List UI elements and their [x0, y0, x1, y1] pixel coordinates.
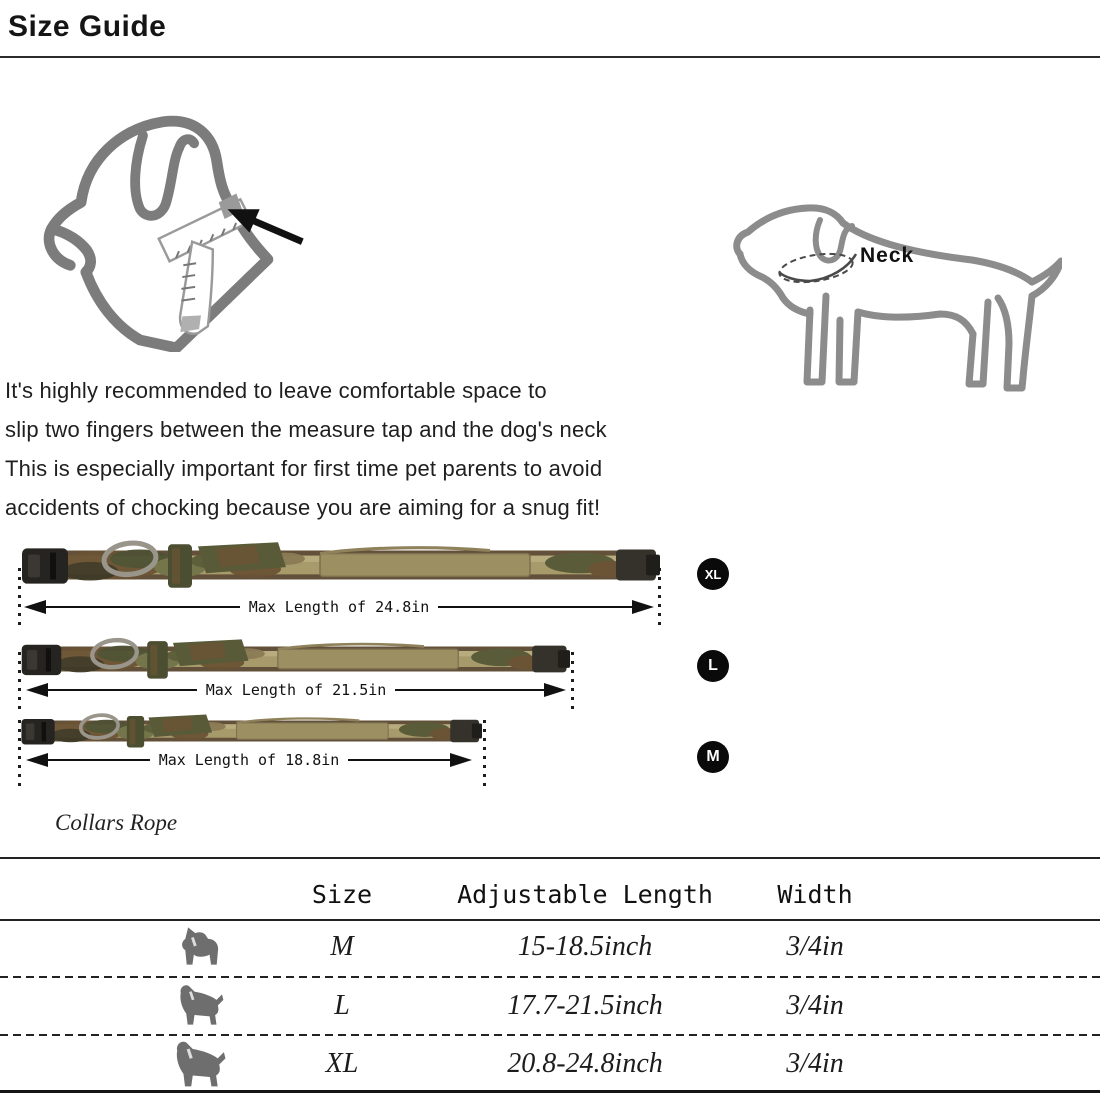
table-cell-size: XL — [325, 1048, 359, 1079]
advice-line-4: accidents of chocking because you are aiming for a snug fit! — [5, 495, 601, 520]
dimension-dotted-end — [483, 720, 486, 788]
title-divider — [0, 56, 1100, 58]
size-badge-xl: XL — [697, 558, 729, 590]
table-header-width: Width — [777, 880, 853, 909]
table-cell-width: 3/4in — [786, 931, 844, 962]
dimension-dotted-end — [571, 652, 574, 712]
table-cell-size: L — [334, 990, 350, 1021]
table-cell-width: 3/4in — [786, 1048, 844, 1079]
dimension-dotted-end — [18, 720, 21, 788]
max-length-label-m: Max Length of 18.8in — [158, 751, 340, 769]
dimension-arrow-xl — [24, 599, 654, 615]
advice-line-1: It's highly recommended to leave comfortable space to — [5, 378, 547, 403]
table-bottom-border — [0, 1090, 1100, 1093]
arrow-right-icon — [632, 600, 654, 614]
collar-photo-m — [20, 710, 482, 752]
table-cell-width: 3/4in — [786, 990, 844, 1021]
collars-rope-caption: Collars Rope — [55, 810, 178, 835]
dimension-arrow-m — [26, 752, 472, 768]
side-dog-outline — [737, 208, 1061, 388]
dog-icon — [171, 1037, 227, 1089]
arrow-left-icon — [26, 683, 48, 697]
size-badge-l: L — [697, 650, 729, 682]
table-cell-length: 20.8-24.8inch — [507, 1048, 663, 1079]
table-row-divider — [0, 976, 1100, 978]
table-cell-length: 15-18.5inch — [517, 931, 653, 962]
neck-label: Neck — [860, 244, 915, 267]
arrow-right-icon — [544, 683, 566, 697]
table-cell-length: 17.7-21.5inch — [507, 990, 663, 1021]
dimension-dotted-end — [18, 652, 21, 712]
dimension-arrow-l — [26, 682, 566, 698]
arrow-left-icon — [24, 600, 46, 614]
max-length-label-l: Max Length of 21.5in — [205, 681, 387, 699]
advice-line-2: slip two fingers between the measure tap and the dog's neck — [5, 417, 607, 442]
size-badge-m: M — [697, 741, 729, 773]
dimension-dotted-end — [18, 568, 21, 630]
arrow-right-icon — [450, 753, 472, 767]
advice-line-3: This is especially important for first time pet parents to avoid — [5, 456, 603, 481]
collar-photo-xl — [20, 536, 660, 594]
max-length-label-xl: Max Length of 24.8in — [248, 598, 430, 616]
table-header-border — [0, 919, 1100, 921]
dog-head-measuring-illustration — [25, 90, 320, 352]
fitting-advice-text — [5, 371, 607, 527]
table-header-size: Size — [311, 880, 373, 909]
dog-icon — [175, 982, 225, 1026]
page-title: Size Guide — [8, 10, 167, 43]
table-row-divider — [0, 1034, 1100, 1036]
dog-head-outline — [49, 121, 268, 348]
table-cell-size: M — [330, 931, 354, 962]
arrow-left-icon — [26, 753, 48, 767]
table-header-adjustable-length: Adjustable Length — [457, 880, 713, 909]
dog-icon — [178, 926, 224, 966]
table-top-border — [0, 857, 1100, 859]
dimension-dotted-end — [658, 568, 661, 630]
side-dog-neck-illustration — [726, 192, 1062, 400]
collar-photo-l — [20, 634, 570, 684]
